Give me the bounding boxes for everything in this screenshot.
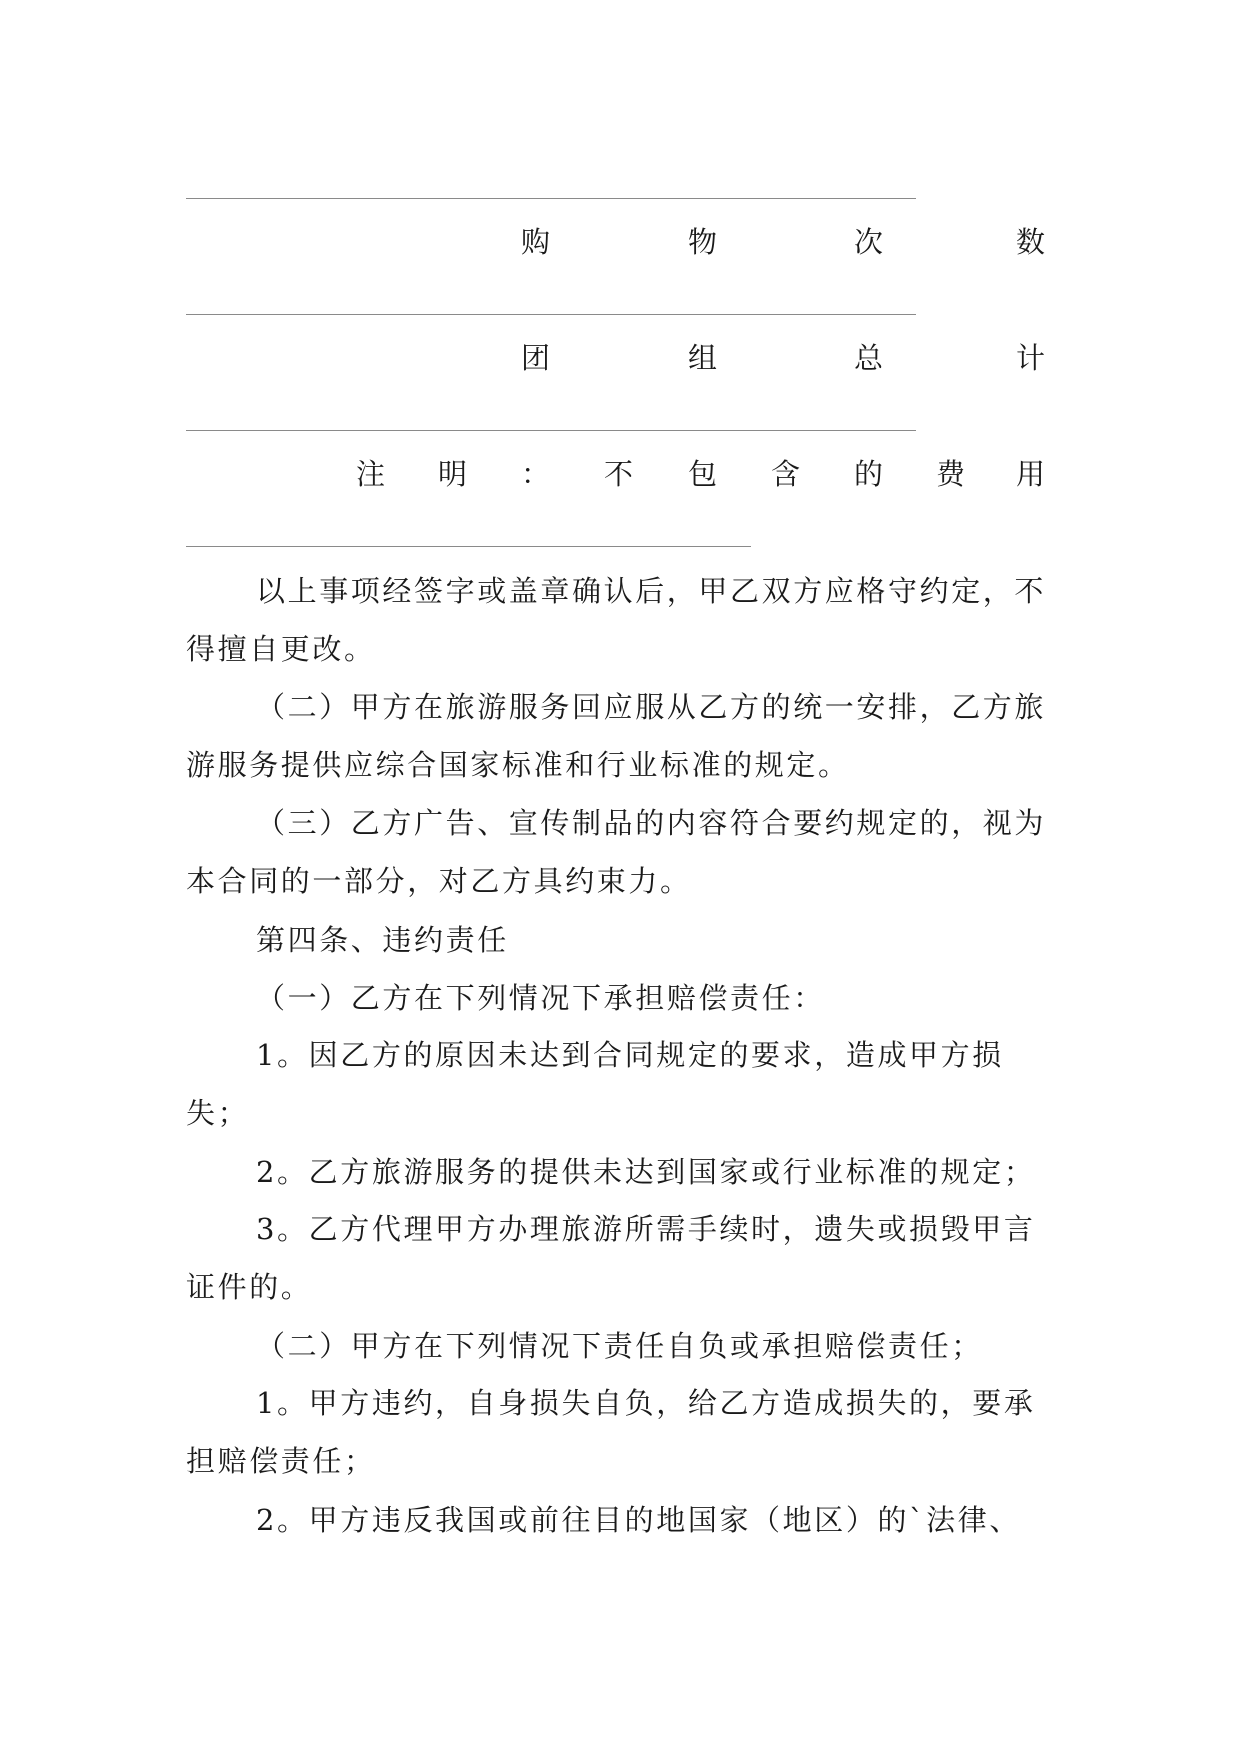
table-row-note-excluded-fees: [186, 452, 1046, 496]
table-char: 含: [771, 457, 801, 491]
table-char: 用: [1016, 457, 1046, 491]
table-char: 物: [688, 225, 718, 259]
article-4-heading: 第四条、违约责任: [256, 923, 509, 957]
paragraph-section-2: （二）甲方在旅游服务回应服从乙方的统一安排，乙方旅游服务提供应综合国家标准和行业标准的规定。: [186, 690, 1047, 782]
paragraph-item-b1: 1。因乙方的原因未达到合同规定的要求，造成甲方损失；: [186, 1038, 1004, 1130]
table-char: 总: [854, 341, 884, 375]
table-rule-3: [186, 430, 916, 431]
table-char: 购: [521, 225, 551, 259]
table-char: 费: [936, 457, 966, 491]
table-char: 数: [1016, 225, 1046, 259]
table-row-shopping-count: [186, 220, 1046, 264]
table-char: 计: [1016, 341, 1046, 375]
table-rule-2: [186, 314, 916, 315]
paragraph-confirmation: 以上事项经签字或盖章确认后，甲乙双方应格守约定，不得擅自更改。: [186, 574, 1047, 666]
table-char: 的: [854, 457, 884, 491]
table-char: 团: [521, 341, 551, 375]
table-char: 明: [438, 457, 468, 491]
table-char: 组: [688, 341, 718, 375]
table-row-group-total: [186, 336, 1046, 380]
table-char: 注: [356, 457, 386, 491]
table-rule-4: [186, 546, 751, 547]
paragraph-item-b2: 2。乙方旅游服务的提供未达到国家或行业标准的规定；: [256, 1155, 1036, 1189]
paragraph-item-a2: 2。甲方违反我国或前往目的地国家（地区）的`法律、: [256, 1503, 1021, 1537]
paragraph-item-a1: 1。甲方违约，自身损失自负，给乙方造成损失的，要承担赔偿责任；: [186, 1386, 1036, 1478]
paragraph-section-3: （三）乙方广告、宣传制品的内容符合要约规定的，视为本合同的一部分，对乙方具约束力。: [186, 806, 1047, 898]
paragraph-party-a-liability: （二）甲方在下列情况下责任自负或承担赔偿责任；: [256, 1329, 983, 1363]
paragraph-item-b3: 3。乙方代理甲方办理旅游所需手续时，遗失或损毁甲言证件的。: [186, 1212, 1036, 1304]
table-char: 次: [854, 225, 884, 259]
table-char: 不: [604, 457, 634, 491]
paragraph-party-b-liability: （一）乙方在下列情况下承担赔偿责任：: [256, 981, 825, 1015]
table-rule-1: [186, 198, 916, 199]
table-char: 包: [688, 457, 718, 491]
table-char: ：: [521, 457, 551, 491]
